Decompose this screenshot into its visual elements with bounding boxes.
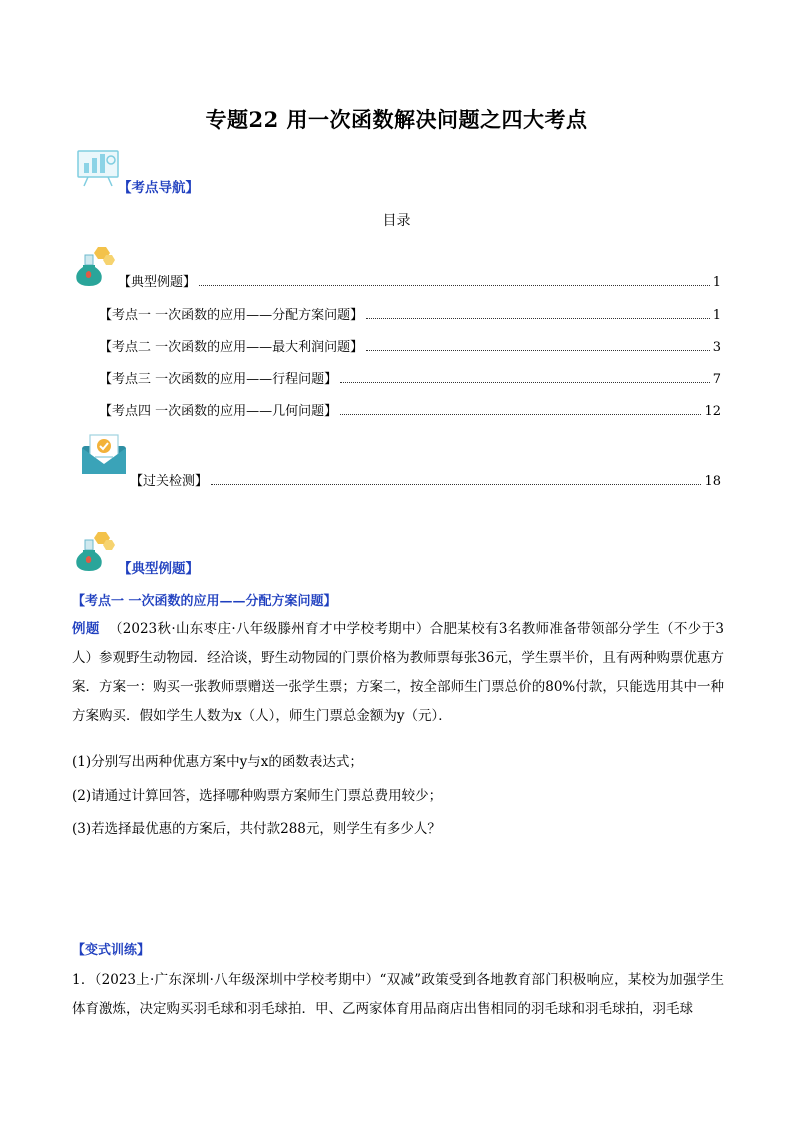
toc-entry-label: 【过关检测】: [130, 474, 209, 489]
toc-leader-dots: [366, 350, 710, 351]
presentation-board-icon: [76, 148, 122, 188]
toc-entry-label: 【考点一 一次函数的应用——分配方案问题】: [99, 308, 364, 323]
toc-leader-dots: [199, 285, 710, 286]
example-paragraph: [72, 615, 724, 731]
toc-page-number: 7: [712, 372, 721, 387]
question-3: (3)若选择最优惠的方案后，共付款288元，则学生有多少人？: [72, 821, 441, 837]
question-2: (2)请通过计算回答，选择哪种购票方案师生门票总费用较少；: [72, 788, 443, 804]
toc-page-number: 18: [704, 474, 721, 489]
nav-label: 【考点导航】: [118, 180, 199, 196]
toc-entry-review-test[interactable]: [130, 471, 721, 489]
flask-icon: [72, 530, 116, 572]
toc-page-number: 1: [712, 308, 721, 323]
toc-page-number: 1: [712, 275, 721, 290]
variant-training-label: 【变式训练】: [72, 943, 151, 958]
toc-entry-label: 【考点四 一次函数的应用——几何问题】: [99, 404, 338, 419]
toc-entry-kaodian-4[interactable]: [99, 401, 721, 419]
example-text: （2023秋·山东枣庄·八年级滕州育才中学校考期中）合肥某校有3名教师准备带领部分学生（不少于3人）参观野生动物园．经洽谈，野生动物园的门票价格为教师票每张36元，学生票半价，且有两种购票优惠方案．方案一：购买一张教师票赠送一张学生票；方案二，按全部师生门票总价的80%付款，只能选用其中一种方案购买．假如学生人数为x（人），师生门票总金额为y（元）．: [72, 621, 724, 724]
toc-entry-kaodian-1[interactable]: [99, 305, 721, 323]
kaodian-1-heading: 【考点一 一次函数的应用——分配方案问题】: [72, 594, 337, 609]
toc-leader-dots: [211, 484, 701, 485]
question-1: (1)分别写出两种优惠方案中y与x的函数表达式；: [72, 754, 363, 770]
variant-paragraph: 1．（2023上·广东深圳·八年级深圳中学校考期中）“双减”政策受到各地教育部门积极响应，某校为加强学生体育激炼，决定购买羽毛球和羽毛球拍．甲、乙两家体育用品商店出售相同的羽毛球和羽毛球拍，羽毛球: [72, 972, 724, 1017]
section-typical-examples-label: 【典型例题】: [118, 561, 199, 577]
toc-leader-dots: [366, 318, 710, 319]
toc-entry-label: 【考点三 一次函数的应用——行程问题】: [99, 372, 338, 387]
toc-entry-typical-examples[interactable]: [118, 272, 721, 290]
toc-entry-kaodian-3[interactable]: [99, 369, 721, 387]
toc-heading: 目录: [382, 213, 411, 229]
toc-entry-label: 【典型例题】: [118, 275, 197, 290]
flask-icon: [72, 245, 116, 287]
toc-page-number: 12: [704, 404, 721, 419]
toc-leader-dots: [340, 414, 701, 415]
page-title: 专题22 用一次函数解决问题之四大考点: [205, 107, 588, 132]
toc-page-number: 3: [712, 340, 721, 355]
example-prefix: 例题: [72, 621, 100, 637]
checkmark-envelope-icon: [80, 432, 128, 476]
toc-leader-dots: [340, 382, 710, 383]
toc-entry-kaodian-2[interactable]: [99, 337, 721, 355]
toc-entry-label: 【考点二 一次函数的应用——最大利润问题】: [99, 340, 364, 355]
